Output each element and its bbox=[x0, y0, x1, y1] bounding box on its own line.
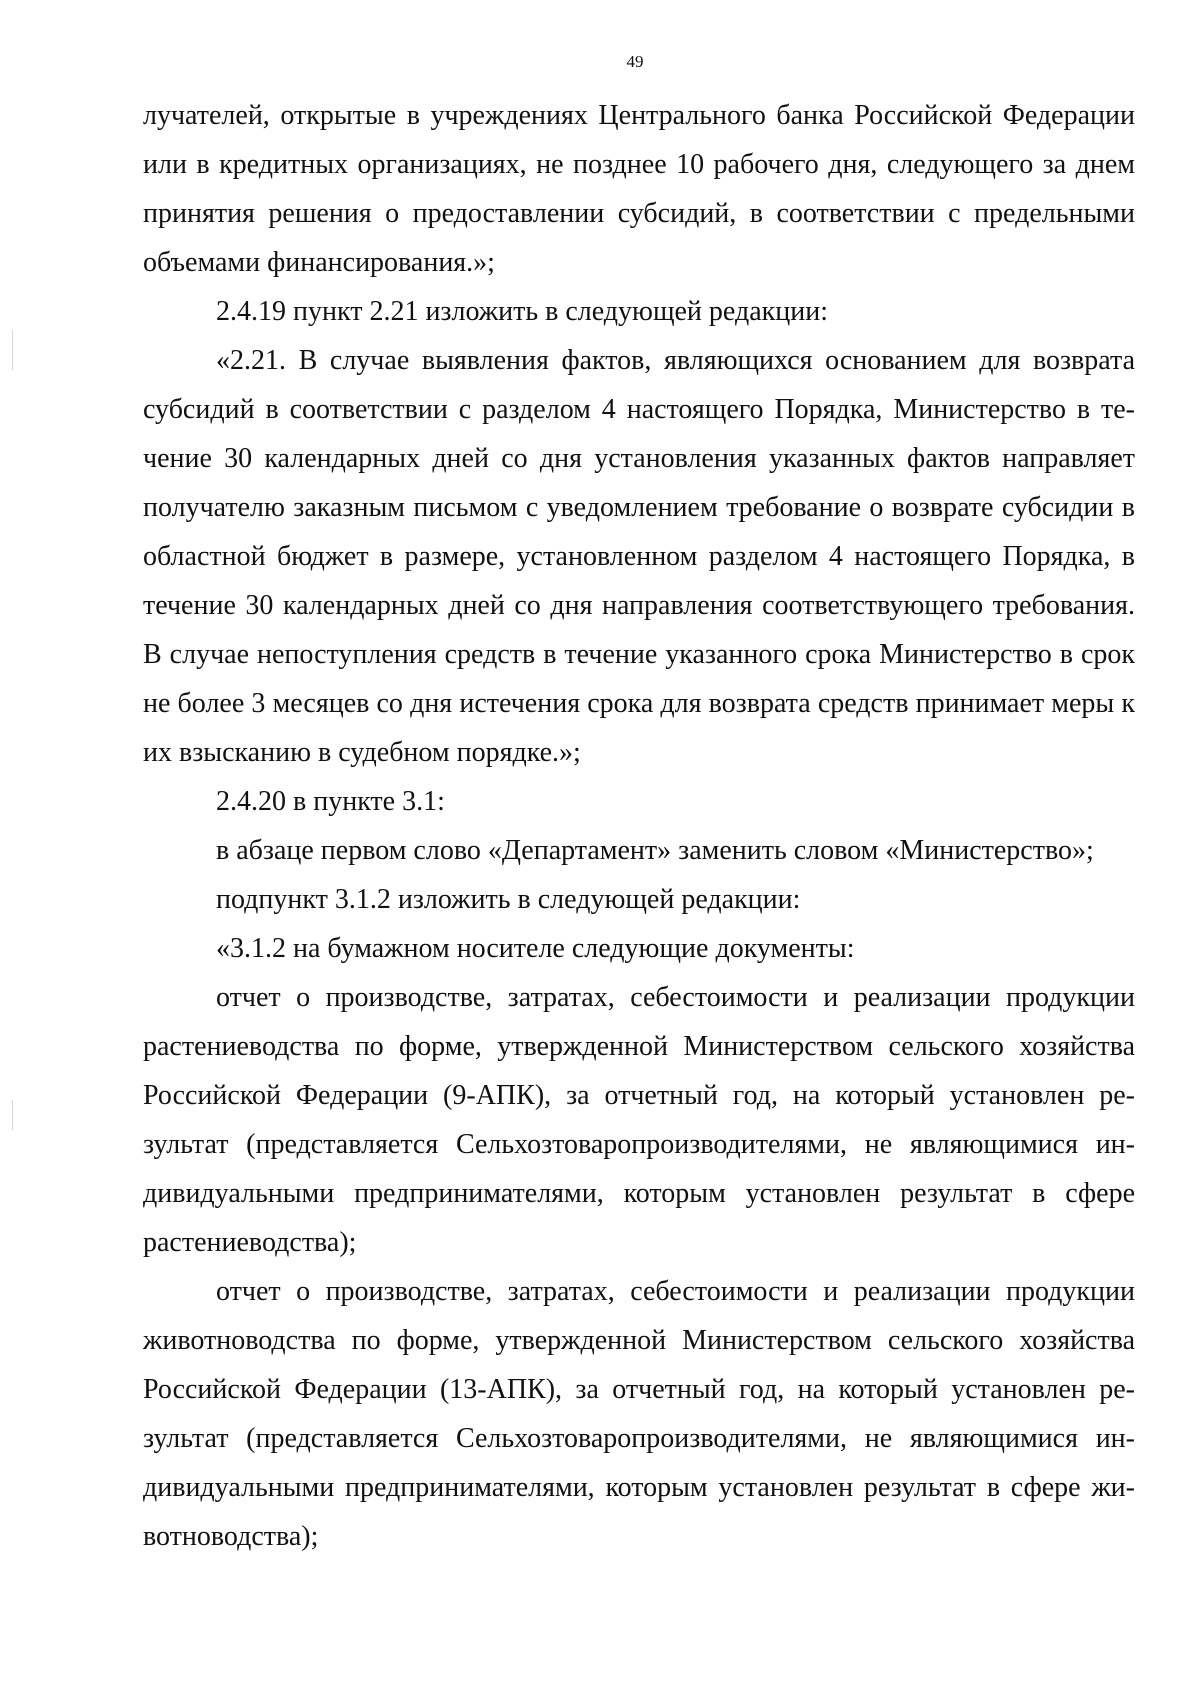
paragraph-item-2-4-20: 2.4.20 в пункте 3.1: bbox=[216, 786, 445, 817]
scan-margin-mark bbox=[12, 330, 13, 370]
paragraph-continuation: лучателей, открытые в учреждениях Центрального банка Российской Федерации или в кредитных организациях, не позднее 10 рабочего дня, следующего за днем принятия решения о предоставлении субсидий, в соответствии с предельными объемами финансирования.»; bbox=[143, 100, 1135, 278]
page-number: 49 bbox=[626, 52, 644, 71]
paragraph-report-livestock: отчет о производстве, затратах, себестоимости и реализации продукции животноводства по форме, утвержденной Министерством сельского хозяйства Российской Федерации (13-АПК), за отчетный год, на который установлен результат (представляется Сельхозтоваропроизводителями, не являющимися индивидуальными предпринимателями, которым установлен результат в сфере животноводства); bbox=[143, 1276, 1135, 1552]
document-body bbox=[143, 91, 1135, 1561]
paragraph-subitem-3-1-2-intro: подпункт 3.1.2 изложить в следующей редакции: bbox=[216, 884, 801, 915]
paragraph-item-2-4-19: 2.4.19 пункт 2.21 изложить в следующей редакции: bbox=[216, 296, 828, 327]
scan-margin-mark bbox=[12, 1100, 13, 1130]
paragraph-subitem-3-1-2: «3.1.2 на бумажном носителе следующие документы: bbox=[216, 933, 855, 964]
paragraph-clause-2-21: «2.21. В случае выявления фактов, являющихся основанием для возврата субсидий в соответствии с разделом 4 настоящего Порядка, Министерство в течение 30 календарных дней со дня установления указанных фактов направляет получателю заказным письмом с уведомлением требование о возврате субсидии в областной бюджет в размере, установленном разделом 4 настоящего Порядка, в течение 30 календарных дней со дня направления соответствующего требования. В случае непоступления средств в течение указанного срока Министерство в срок не более 3 месяцев со дня истечения срока для возврата средств принимает меры к их взысканию в судебном порядке.»; bbox=[143, 345, 1135, 768]
paragraph-report-crops: отчет о производстве, затратах, себестоимости и реализации продукции растениеводства по форме, утвержденной Министерством сельского хозяйства Российской Федерации (9-АПК), за отчетный год, на который установлен результат (представляется Сельхозтоваропроизводителями, не являющимися индивидуальными предпринимателями, которым установлен результат в сфере растениеводства); bbox=[143, 982, 1135, 1258]
paragraph-replace-word: в абзаце первом слово «Департамент» заменить словом «Министерство»; bbox=[216, 835, 1094, 866]
